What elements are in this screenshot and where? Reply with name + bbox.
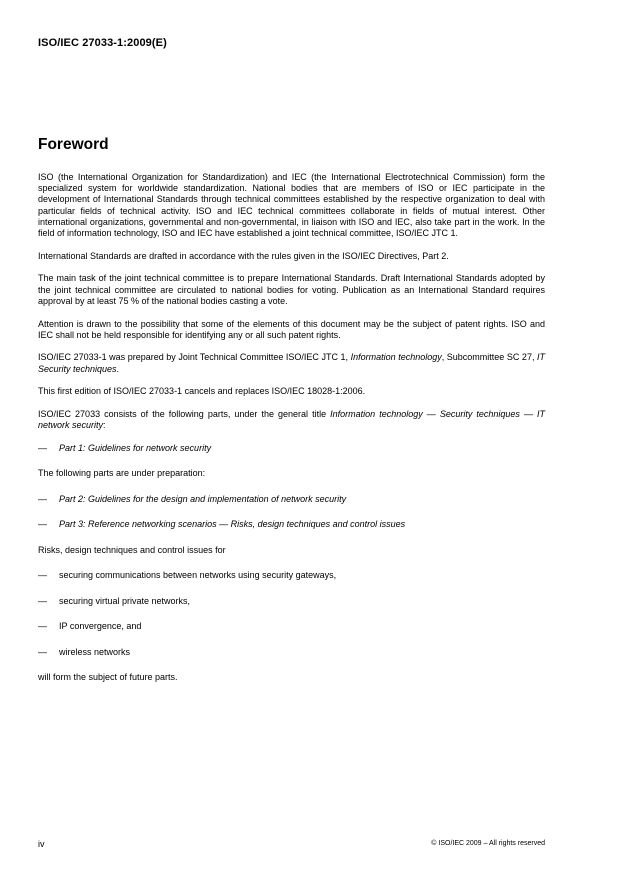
part1-title: Part 1: Guidelines for network security <box>59 442 212 453</box>
list-item-part2 <box>38 494 545 505</box>
dash-marker: — <box>38 442 47 453</box>
paragraph-closing: will form the subject of future parts. <box>38 672 178 683</box>
prepared-by-text-1: ISO/IEC 27033-1 was prepared by Joint Technical Committee ISO/IEC JTC 1, <box>38 352 351 363</box>
prepared-by-title-2: IT Security techniques <box>38 352 546 374</box>
prepared-by-title-1: Information technology <box>350 352 442 363</box>
parts-text-2: : <box>103 420 106 431</box>
paragraph-main-task: The main task of the joint technical committee is to prepare International Standards. Draft International Standards adopted by the joint technical committee are circulated to national bodies for voting. Publication as an International Standard requires approval by at least 75 % of the national bodies casting a vote. <box>38 273 545 306</box>
dash-marker: — <box>38 519 47 530</box>
risk-item-text: IP convergence, and <box>59 621 142 632</box>
parts-general-title: Information technology — Security techniques — IT network security <box>38 409 545 431</box>
risk-item-text: wireless networks <box>59 646 131 657</box>
prepared-by-text-3: . <box>116 363 120 374</box>
paragraph-directives: International Standards are drafted in accordance with the rules given in the ISO/IEC Directives, Part 2. <box>38 250 449 261</box>
list-item-risk <box>38 647 545 658</box>
foreword-heading: Foreword <box>38 136 109 153</box>
page-number: iv <box>38 839 45 849</box>
paragraph-risks-intro: Risks, design techniques and control issues for <box>38 544 226 555</box>
list-item-part3 <box>38 519 545 530</box>
paragraph-prepared-by <box>38 352 545 374</box>
list-item-risk <box>38 596 545 607</box>
paragraph-organizations: ISO (the International Organization for Standardization) and IEC (the International Electrotechnical Commission) form the specialized system for worldwide standardization. National bodies that are members of ISO or IEC participate in the development of International Standards through technical committees established by the respective organization to deal with particular fields of technical activity. ISO and IEC technical committees collaborate in fields of mutual interest. Other international organizations, governmental and non-governmental, in liaison with ISO and IEC, also take part in the work. In the field of information technology, ISO and IEC have established a joint technical committee, ISO/IEC JTC 1. <box>38 172 545 239</box>
list-item-risk <box>38 621 545 632</box>
part3-title: Part 3: Reference networking scenarios — Risks, design techniques and control issues <box>59 519 406 530</box>
dash-marker: — <box>38 595 47 606</box>
parts-text-1: ISO/IEC 27033 consists of the following parts, under the general title <box>38 409 331 420</box>
list-item-part1 <box>38 443 545 454</box>
paragraph-patent-rights: Attention is drawn to the possibility that some of the elements of this document may be the subject of patent rights. ISO and IEC shall not be held responsible for identifying any or all such patent rights. <box>38 318 545 340</box>
foreword-body <box>38 172 545 698</box>
paragraph-edition: This first edition of ISO/IEC 27033-1 cancels and replaces ISO/IEC 18028-1:2006. <box>38 386 366 397</box>
dash-marker: — <box>38 570 47 581</box>
prepared-by-text-2: , Subcommittee SC 27, <box>441 352 538 363</box>
risk-item-text: securing communications between networks using security gateways, <box>59 570 337 581</box>
risk-item-text: securing virtual private networks, <box>59 595 191 606</box>
dash-marker: — <box>38 621 47 632</box>
paragraph-parts <box>38 409 545 431</box>
list-item-risk <box>38 570 545 581</box>
paragraph-under-preparation: The following parts are under preparation: <box>38 468 206 479</box>
copyright-notice: © ISO/IEC 2009 – All rights reserved <box>431 840 545 847</box>
dash-marker: — <box>38 493 47 504</box>
document-code: ISO/IEC 27033-1:2009(E) <box>38 37 167 49</box>
dash-marker: — <box>38 646 47 657</box>
part2-title: Part 2: Guidelines for the design and implementation of network security <box>59 493 347 504</box>
